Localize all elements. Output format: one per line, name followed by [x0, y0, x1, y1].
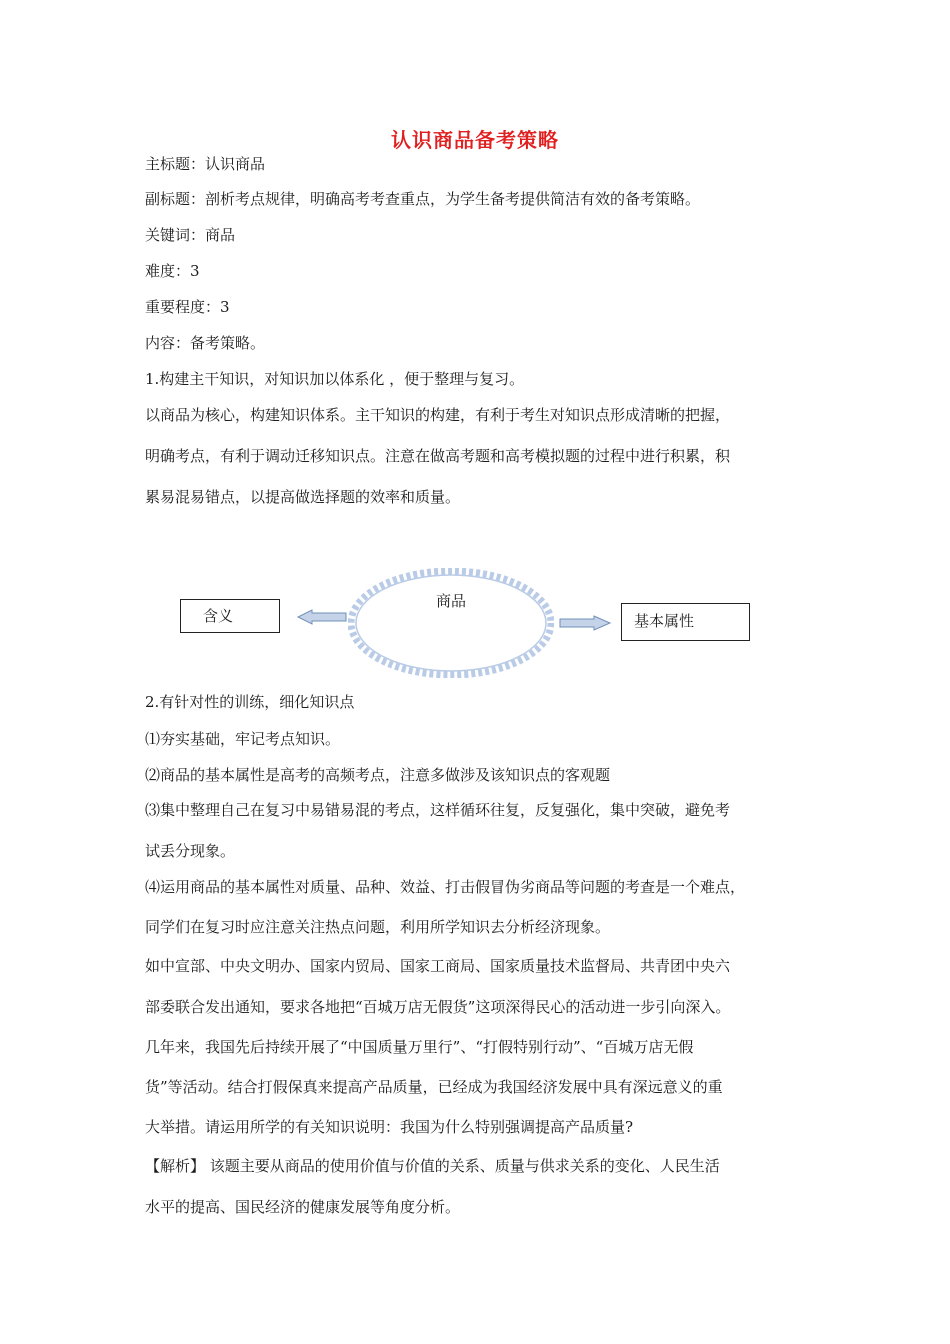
- section2-item: ⑷运用商品的基本属性对质量、品种、效益、打击假冒伪劣商品等问题的考查是一个难点，: [145, 878, 746, 896]
- question-line: 大举措。请运用所学的有关知识说明：我国为什么特别强调提高产品质量?: [145, 1118, 634, 1136]
- diagram-right-label: 基本属性: [634, 612, 695, 630]
- main-title-line: 主标题：认识商品: [145, 155, 266, 173]
- question-line: 货”等活动。结合打假保真来提高产品质量，已经成为我国经济发展中具有深远意义的重: [145, 1078, 723, 1096]
- analysis-line: 水平的提高、国民经济的健康发展等角度分析。: [145, 1198, 461, 1216]
- keywords-line: 关键词：商品: [145, 226, 236, 244]
- diagram-left-label: 含义: [203, 607, 234, 625]
- section2-item: ⑴夯实基础，牢记考点知识。: [145, 730, 341, 748]
- right-arrow-icon: [558, 615, 612, 631]
- section1-para-line: 以商品为核心，构建知识体系。主干知识的构建，有利于考生对知识点形成清晰的把握，: [145, 406, 731, 424]
- difficulty-line: 难度：3: [145, 262, 200, 280]
- diagram-center-ellipse: [348, 568, 554, 678]
- section1-para-line: 明确考点，有利于调动迁移知识点。注意在做高考题和高考模拟题的过程中进行积累，积: [145, 447, 731, 465]
- question-line: 几年来，我国先后持续开展了“中国质量万里行”、“打假特别行动”、“百城万店无假: [145, 1038, 694, 1056]
- diagram-center-label: 商品: [435, 592, 466, 610]
- analysis-line: 【解析】 该题主要从商品的使用价值与价值的关系、质量与供求关系的变化、人民生活: [145, 1157, 720, 1175]
- section2-item: ⑵商品的基本属性是高考的高频考点，注意多做涉及该知识点的客观题: [145, 766, 611, 784]
- question-line: 如中宣部、中央文明办、国家内贸局、国家工商局、国家质量技术监督局、共青团中央六: [145, 957, 731, 975]
- content-line: 内容：备考策略。: [145, 334, 266, 352]
- left-arrow-icon: [296, 609, 348, 625]
- section2-item: ⑶集中整理自己在复习中易错易混的考点，这样循环往复，反复强化，集中突破，避免考: [145, 801, 731, 819]
- section2-item: 试丢分现象。: [145, 842, 236, 860]
- subtitle-line: 副标题：剖析考点规律，明确高考考查重点，为学生备考提供简洁有效的备考策略。: [145, 190, 701, 208]
- scalloped-ellipse-icon: [348, 568, 554, 678]
- importance-line: 重要程度：3: [145, 298, 230, 316]
- section2-item: 同学们在复习时应注意关注热点问题，利用所学知识去分析经济现象。: [145, 918, 611, 936]
- diagram-left-box: [180, 599, 280, 633]
- section1-para-line: 累易混易错点，以提高做选择题的效率和质量。: [145, 488, 461, 506]
- section1-heading: 1.构建主干知识，对知识加以体系化 ，便于整理与复习。: [145, 370, 525, 388]
- page-title: 认识商品备考策略: [391, 128, 559, 152]
- diagram-right-box: [621, 603, 750, 641]
- question-line: 部委联合发出通知，要求各地把“百城万店无假货”这项深得民心的活动进一步引向深入。: [145, 998, 731, 1016]
- section2-heading: 2.有针对性的训练，细化知识点: [145, 693, 355, 711]
